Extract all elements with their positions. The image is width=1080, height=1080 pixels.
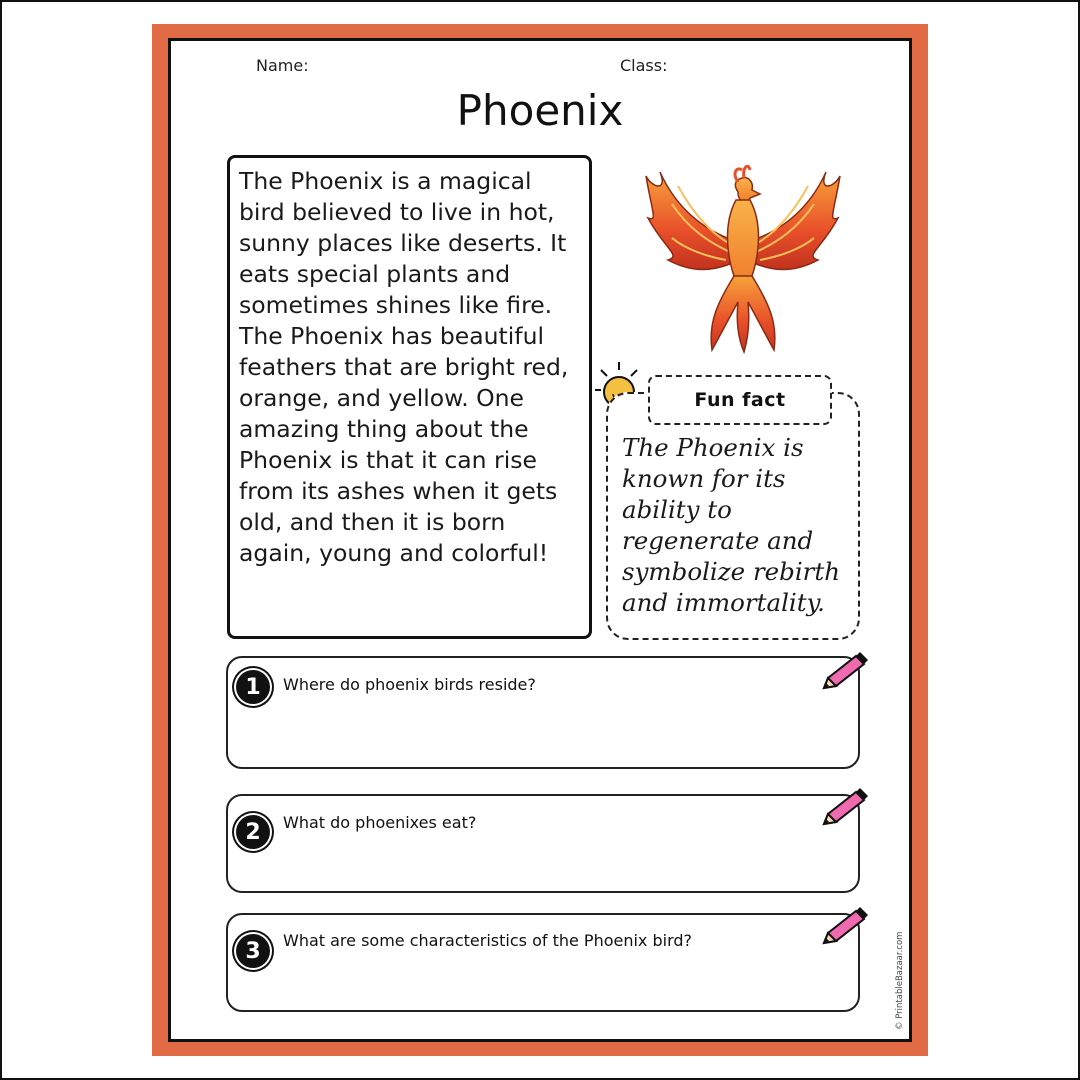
question-1-answer-box[interactable]	[226, 656, 860, 769]
question-2-answer-box[interactable]	[226, 794, 860, 893]
copyright-text: © PrintableBazaar.com	[895, 931, 905, 1030]
fun-fact-text: The Phoenix is known for its ability to regenerate and symbolize rebirth and immortality.	[622, 433, 841, 617]
passage-text: The Phoenix is a magical bird believed to live in hot, sunny places like deserts. It eats special plants and sometimes shines like fire. The Phoenix has beautiful feathers that are bright red, orange, and yellow. One amazing thing about the Phoenix is that it can rise from its ashes when it gets old, and then it is born again, young and colorful!	[239, 167, 569, 567]
question-3-text: What are some characteristics of the Phoenix bird?	[283, 931, 693, 950]
pencil-icon	[818, 650, 868, 694]
page-title: Phoenix	[456, 86, 624, 135]
fun-fact-heading: Fun fact	[648, 375, 832, 425]
question-1-text: Where do phoenix birds reside?	[283, 675, 536, 694]
name-label: Name:	[256, 56, 309, 75]
question-2-text: What do phoenixes eat?	[283, 813, 477, 832]
class-label: Class:	[620, 56, 668, 75]
question-3-number: 3	[236, 934, 270, 968]
question-2-number: 2	[236, 815, 270, 849]
pencil-icon	[818, 905, 868, 949]
pencil-icon	[818, 786, 868, 830]
question-3-answer-box[interactable]	[226, 913, 860, 1012]
phoenix-illustration-icon	[638, 152, 848, 354]
question-1-number: 1	[236, 670, 270, 704]
